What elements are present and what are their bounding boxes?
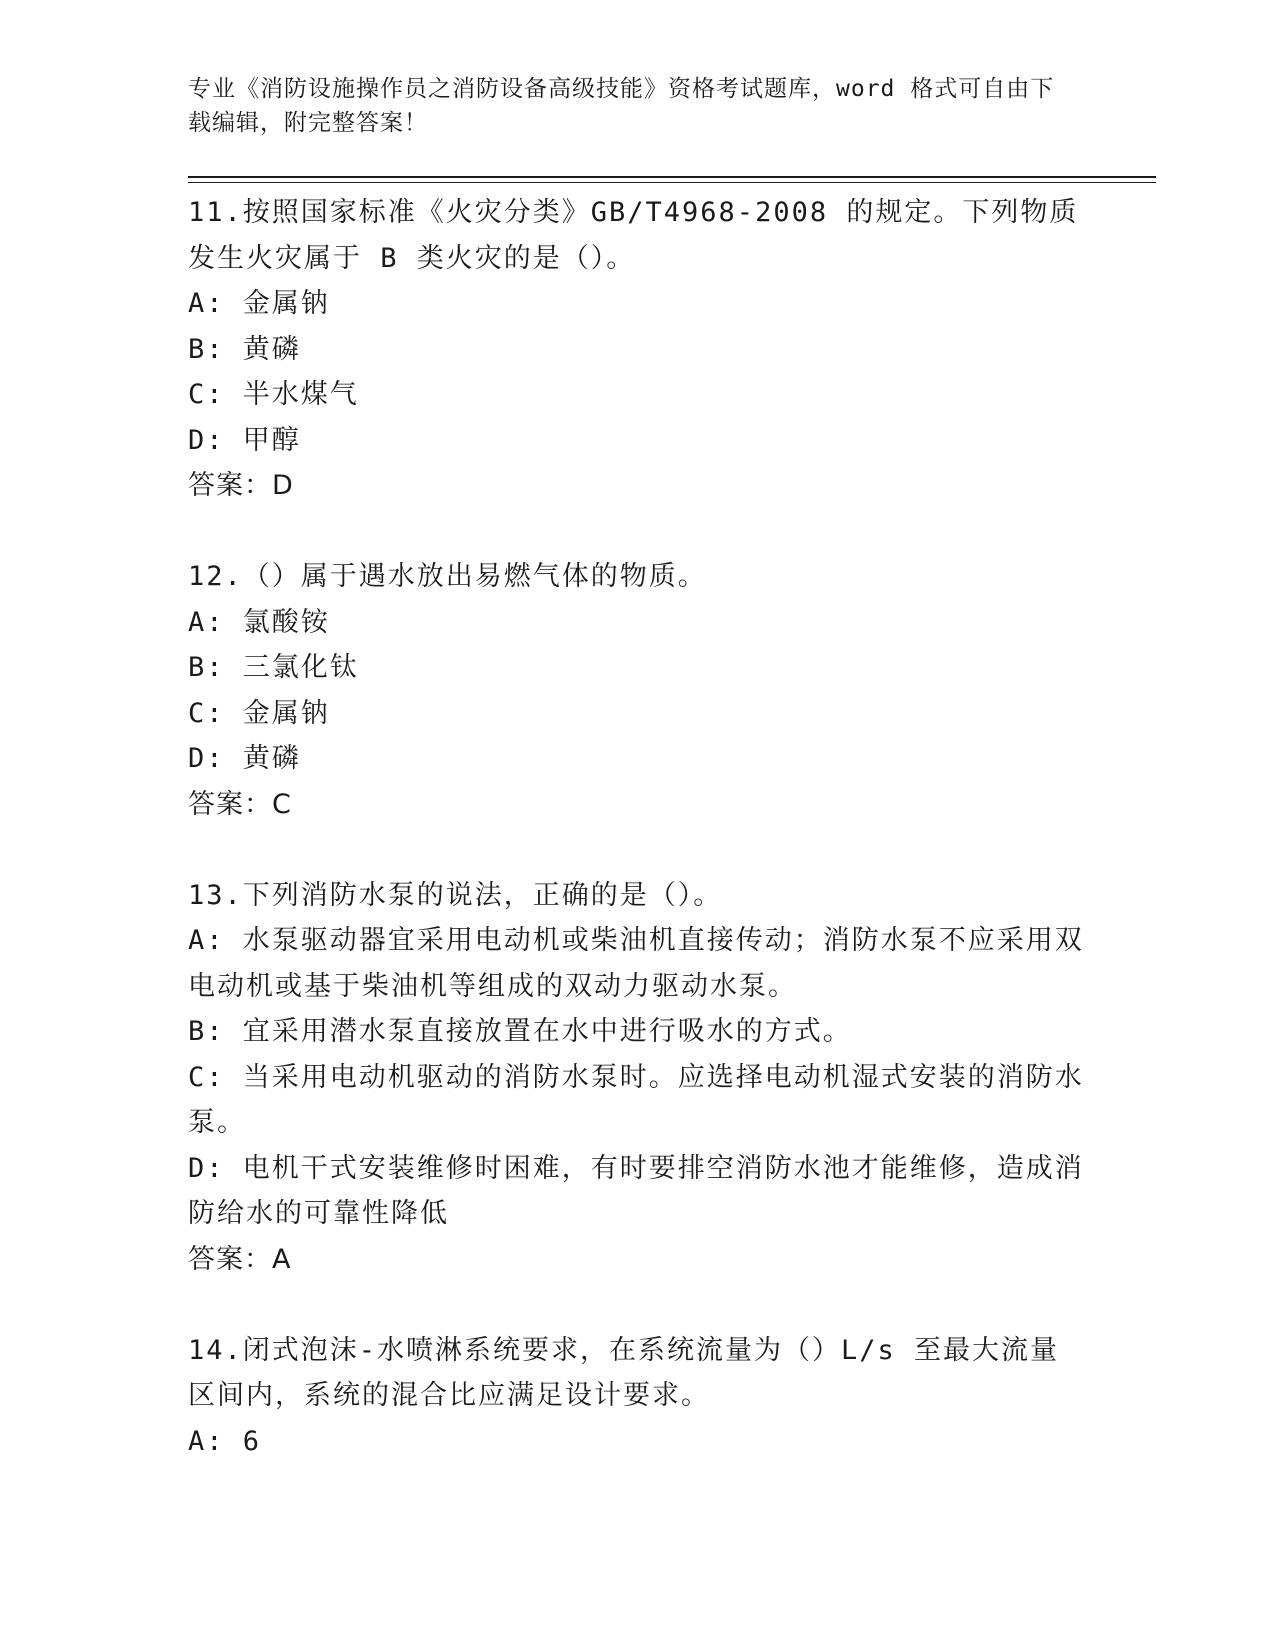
option-b: B: 三氯化钛: [188, 652, 359, 683]
question-stem: 12.（）属于遇水放出易燃气体的物质。: [188, 561, 707, 592]
option-d: D: 黄磷: [188, 743, 301, 774]
option-a: A: 6: [188, 1425, 262, 1457]
option-d: D: 电机干式安装维修时困难，有时要排空消防水池才能维修，造成消防给水的可靠性降低: [188, 1152, 1084, 1229]
option-c: C: 金属钠: [188, 697, 330, 729]
answer-line: 答案：D: [188, 470, 294, 501]
question-stem: 14.闭式泡沫-水喷淋系统要求，在系统流量为（）L/s 至最大流量区间内，系统的混合比应满足设计要求。: [188, 1334, 1060, 1411]
question-list: [188, 190, 1088, 1464]
option-b: B: 黄磷: [188, 333, 301, 365]
header-divider-thin: [188, 182, 1156, 183]
header-note: 专业《消防设施操作员之消防设备高级技能》资格考试题库，word 格式可自由下载编辑，附完整答案！: [188, 76, 1055, 136]
question-stem: 11.按照国家标准《火灾分类》GB/T4968-2008 的规定。下列物质发生火灾属于 B 类火灾的是（）。: [188, 197, 1079, 274]
question-11: [188, 190, 1088, 509]
question-13: [188, 873, 1088, 1283]
question-12: [188, 554, 1088, 827]
answer-line: 答案：C: [188, 788, 292, 820]
option-a: A: 氯酸铵: [188, 606, 330, 638]
option-a: A: 水泵驱动器宜采用电动机或柴油机直接传动；消防水泵不应采用双电动机或基于柴油机等组成的双动力驱动水泵。: [188, 925, 1084, 1002]
header-divider-thick: [188, 176, 1156, 178]
option-b: B: 宜采用潜水泵直接放置在水中进行吸水的方式。: [188, 1016, 852, 1047]
option-c: C: 半水煤气: [188, 379, 359, 410]
option-a: A: 金属钠: [188, 288, 330, 319]
option-c: C: 当采用电动机驱动的消防水泵时。应选择电动机湿式安装的消防水泵。: [188, 1061, 1084, 1138]
option-d: D: 甲醇: [188, 424, 301, 456]
question-14: [188, 1328, 1088, 1465]
answer-line: 答案：A: [188, 1243, 292, 1275]
question-stem: 13.下列消防水泵的说法，正确的是（）。: [188, 879, 723, 911]
